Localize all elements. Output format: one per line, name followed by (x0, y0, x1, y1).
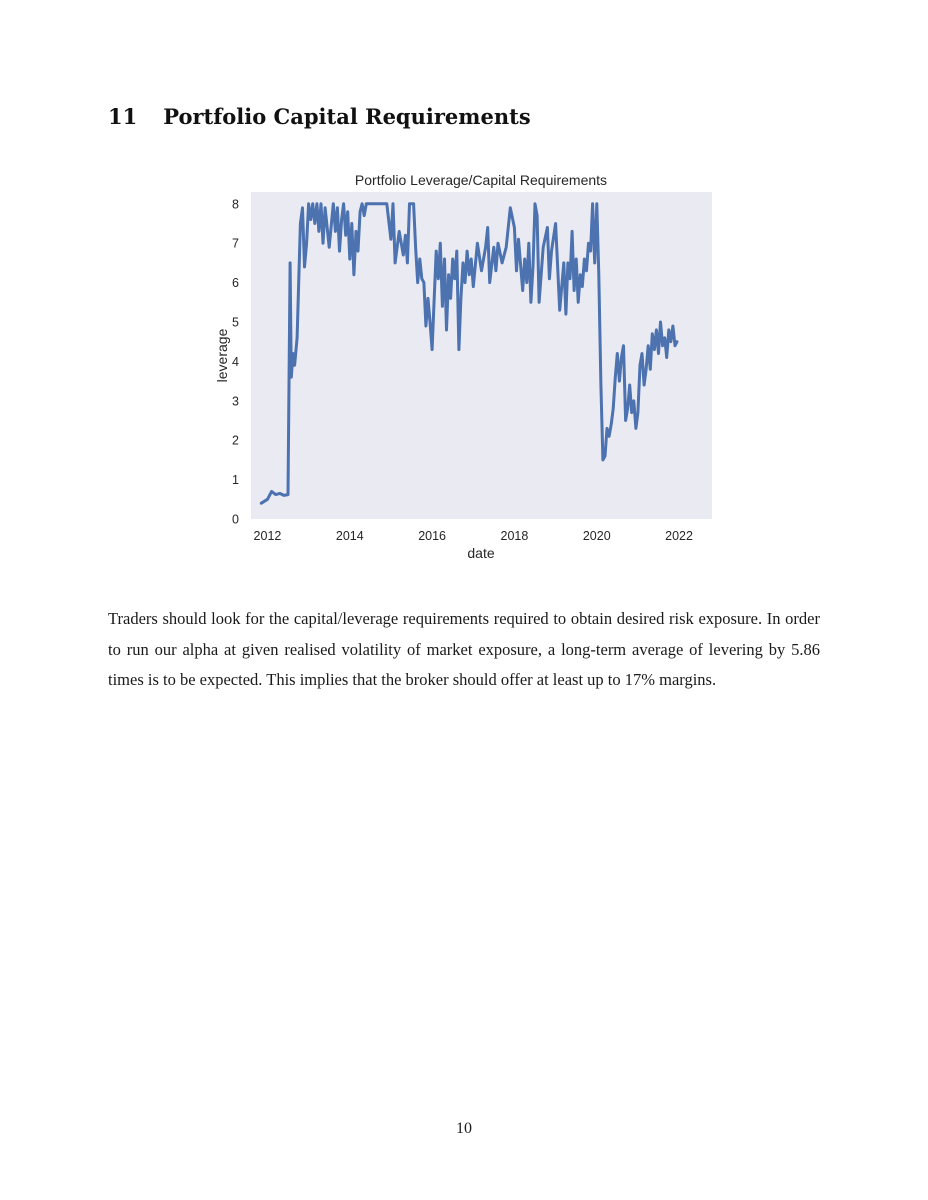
page-number: 10 (456, 1120, 472, 1137)
y-tick-label: 6 (232, 276, 239, 291)
leverage-figure (200, 165, 730, 570)
x-axis-label: date (467, 545, 495, 561)
section-number: 11 (108, 104, 138, 129)
leverage-chart (200, 165, 730, 570)
y-tick-label: 2 (232, 433, 239, 448)
y-tick-label: 8 (232, 197, 239, 212)
y-tick-label: 0 (232, 512, 239, 527)
y-tick-label: 7 (232, 236, 239, 251)
x-tick-label: 2016 (418, 529, 447, 543)
x-tick-label: 2014 (335, 529, 364, 543)
x-tick-label: 2012 (253, 529, 282, 543)
y-tick-label: 3 (232, 394, 239, 409)
chart-title: Portfolio Leverage/Capital Requirements (354, 172, 608, 188)
y-tick-label: 5 (232, 315, 239, 330)
y-axis-label: leverage (214, 328, 230, 383)
x-tick-label: 2020 (582, 529, 611, 543)
x-tick-label: 2022 (665, 529, 693, 543)
section-title: Portfolio Capital Requirements (163, 104, 531, 129)
x-tick-label: 2018 (500, 529, 529, 543)
y-tick-label: 1 (232, 473, 239, 488)
y-tick-label: 4 (232, 354, 239, 369)
section-heading (108, 104, 531, 129)
body-paragraph: Traders should look for the capital/leverage requirements required to obtain desired risk exposure. In order to run our alpha at given realised volatility of market exposure, a long-term average of levering by 5.86 times is to be expected. This implies that the broker should offer at least up to 17% margins. (108, 609, 820, 689)
